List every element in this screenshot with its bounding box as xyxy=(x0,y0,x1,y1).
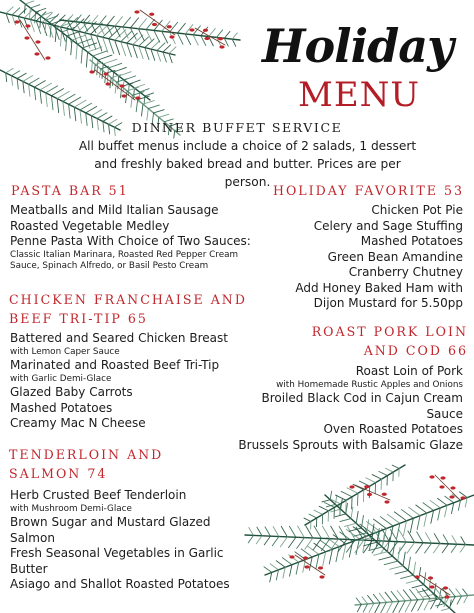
section-items-chicken-franchaise xyxy=(10,331,228,432)
menu-item: Glazed Baby Carrots xyxy=(10,385,133,399)
menu-item: Herb Crusted Beef Tenderloin xyxy=(10,488,187,502)
menu-item: Add Honey Baked Ham with xyxy=(295,280,463,295)
menu-item: Oven Roasted Potatoes xyxy=(323,422,463,436)
section-items-roast-pork-cod xyxy=(238,364,463,453)
menu-item: Butter xyxy=(10,561,48,576)
menu-item: Meatballs and Mild Italian Sausage xyxy=(10,203,219,217)
menu-item: Roast Loin of Pork xyxy=(355,364,463,378)
menu-item: Broiled Black Cod in Cajun Cream xyxy=(261,391,463,405)
menu-item: Dijon Mustard for 5.50pp xyxy=(313,296,463,310)
pine-branch-top-left-icon xyxy=(0,0,250,140)
menu-item-note: Classic Italian Marinara, Roasted Red Pepper Cream xyxy=(10,249,239,260)
menu-item: Sauce xyxy=(426,406,463,421)
section-title-roast-pork-cod xyxy=(312,322,468,360)
menu-item-note: Sauce, Spinach Alfredo, or Basil Pesto Cream xyxy=(10,261,209,271)
menu-item: Creamy Mac N Cheese xyxy=(10,416,146,430)
menu-item: Chicken Pot Pie xyxy=(371,203,463,217)
section-title-chicken-franchaise xyxy=(9,290,247,328)
menu-item: Brown Sugar and Mustard Glazed xyxy=(10,515,211,529)
menu-item: Roasted Vegetable Medley xyxy=(10,218,170,233)
menu-item: Penne Pasta With Choice of Two Sauces: xyxy=(10,234,251,248)
section-title-line: TENDERLOIN AND xyxy=(9,447,164,462)
menu-item-note: with Mushroom Demi-Glace xyxy=(10,503,132,514)
title-menu: MENU xyxy=(298,75,421,115)
menu-item-note: with Garlic Demi-Glace xyxy=(10,373,112,384)
section-title-line: BEEF TRI-TIP 65 xyxy=(9,311,148,326)
section-title-holiday-favorite xyxy=(273,181,464,200)
menu-item: Battered and Seared Chicken Breast xyxy=(10,331,228,345)
section-title-line: AND COD 66 xyxy=(363,343,468,358)
menu-item: Asiago and Shallot Roasted Potatoes xyxy=(10,577,230,591)
menu-item: Brussels Sprouts with Balsamic Glaze xyxy=(238,437,463,452)
menu-item: Fresh Seasonal Vegetables in Garlic xyxy=(10,546,224,560)
menu-item: Cranberry Chutney xyxy=(348,265,463,279)
menu-item: Mashed Potatoes xyxy=(360,234,463,248)
section-items-pasta-bar xyxy=(10,203,251,273)
section-items-holiday-favorite xyxy=(295,203,463,312)
menu-item: Salmon xyxy=(10,530,55,545)
section-title-line: ROAST PORK LOIN xyxy=(311,324,468,339)
menu-item: Mashed Potatoes xyxy=(10,400,113,415)
section-title-pasta-bar xyxy=(11,181,129,200)
menu-item: Green Bean Amandine xyxy=(327,249,463,264)
title-holiday: Holiday xyxy=(262,19,453,73)
section-title-tenderloin-salmon xyxy=(9,445,163,483)
intro-text: All buffet menus include a choice of 2 salads, 1 dessert and freshly baked bread and butter. Prices are per person. xyxy=(78,139,417,189)
section-title-line: CHICKEN FRANCHAISE AND xyxy=(9,292,247,307)
menu-item-note: with Homemade Rustic Apples and Onions xyxy=(276,379,463,390)
section-items-tenderloin-salmon xyxy=(10,488,230,593)
menu-item: Celery and Sage Stuffing xyxy=(313,218,463,233)
section-title-line: SALMON 74 xyxy=(9,466,108,481)
section-title-line: PASTA BAR 51 xyxy=(11,183,129,198)
pine-branch-bottom-right-icon xyxy=(205,455,474,613)
menu-item-note: with Lemon Caper Sauce xyxy=(10,346,120,357)
service-subtitle: DINNER BUFFET SERVICE xyxy=(131,120,343,135)
menu-item: Marinated and Roasted Beef Tri-Tip xyxy=(10,358,220,372)
section-title-line: HOLIDAY FAVORITE 53 xyxy=(272,183,464,198)
